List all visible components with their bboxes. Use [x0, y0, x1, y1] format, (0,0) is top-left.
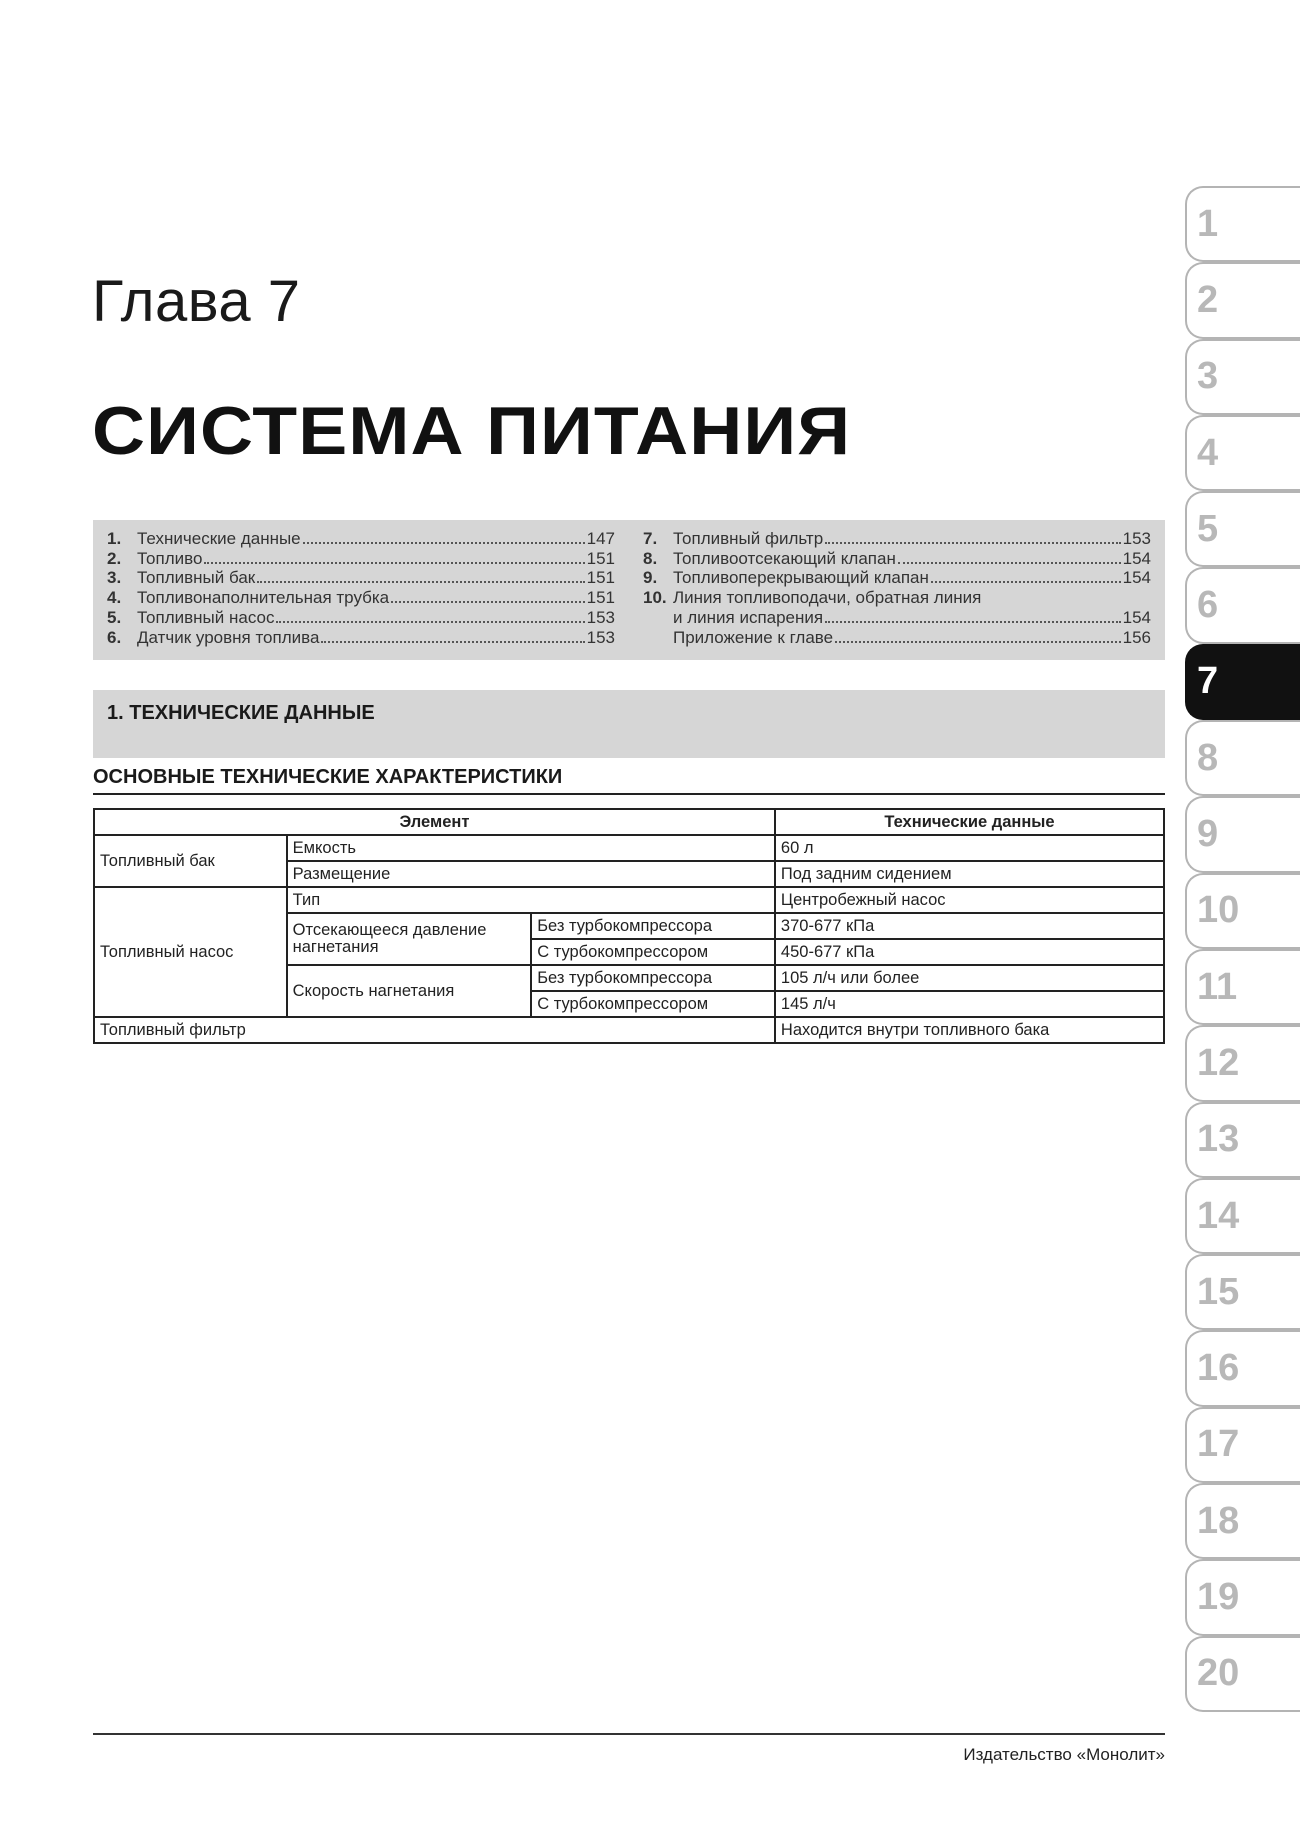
toc-item-text: Топливный фильтр: [673, 529, 824, 548]
chapter-tab-12[interactable]: 12: [1185, 1025, 1300, 1101]
table-row: [94, 1017, 1164, 1043]
toc-item-text: Топливоотсекающий клапан: [673, 548, 896, 568]
table-cell: Тип: [287, 887, 775, 913]
toc-item-number: 10.: [643, 588, 667, 608]
toc-item[interactable]: [107, 608, 615, 628]
table-cell: С турбокомпрессором: [531, 939, 775, 965]
toc-leader-dots: [391, 601, 584, 603]
toc-item-text: Топливный насос: [137, 607, 275, 627]
toc-leader-dots: [257, 581, 584, 583]
toc-item[interactable]: [107, 529, 615, 549]
chapter-tab-6[interactable]: 6: [1185, 567, 1300, 643]
table-cell: Отсекающееся давление нагнетания: [287, 913, 532, 965]
toc-item-number: 1.: [107, 529, 122, 548]
table-cell: Без турбокомпрессора: [531, 913, 775, 939]
toc-leader-dots: [825, 621, 1121, 623]
toc-item-page: 154: [1122, 548, 1151, 568]
toc-item[interactable]: [643, 628, 1151, 648]
toc-item[interactable]: [643, 568, 1151, 588]
toc-item-page: 151: [586, 588, 615, 608]
toc-leader-dots: [898, 562, 1121, 564]
chapter-tab-5[interactable]: 5: [1185, 491, 1300, 567]
toc-item-page: 154: [1122, 568, 1151, 588]
chapter-tab-9[interactable]: 9: [1185, 796, 1300, 872]
toc-item-number: 8.: [643, 548, 658, 568]
publisher-name: Издательство «Монолит»: [963, 1745, 1165, 1764]
table-cell: 60 л: [775, 835, 1164, 861]
chapter-tab-7[interactable]: 7: [1185, 644, 1300, 720]
toc-item-number: 5.: [107, 607, 122, 627]
toc-item-text: Технические данные: [137, 529, 301, 548]
toc-item-text: Топливоперекрывающий клапан: [673, 568, 929, 588]
toc-item-text: Приложение к главе: [673, 627, 834, 647]
chapter-tab-1[interactable]: 1: [1185, 186, 1300, 262]
table-cell: Топливный фильтр: [94, 1017, 775, 1043]
chapter-tab-15[interactable]: 15: [1185, 1254, 1300, 1330]
toc-item-page: 147: [586, 529, 615, 548]
chapter-tab-19[interactable]: 19: [1185, 1559, 1300, 1635]
chapter-tab-3[interactable]: 3: [1185, 339, 1300, 415]
section-heading: 1. ТЕХНИЧЕСКИЕ ДАННЫЕ: [93, 690, 1165, 758]
chapter-tab-18[interactable]: 18: [1185, 1483, 1300, 1559]
toc-leader-dots: [204, 562, 584, 564]
toc-leader-dots: [825, 542, 1120, 544]
toc-item-page: 153: [586, 607, 615, 627]
toc-item-page: 153: [1122, 529, 1151, 548]
chapter-label: Глава 7: [92, 269, 301, 334]
toc-item-text: Топливо: [137, 548, 203, 568]
chapter-tab-20[interactable]: 20: [1185, 1636, 1300, 1712]
toc-leader-dots: [276, 621, 584, 623]
toc-item-number: 7.: [643, 529, 658, 548]
table-of-contents: [93, 520, 1165, 660]
toc-item[interactable]: [107, 588, 615, 608]
table-header-row: [94, 809, 1164, 835]
chapter-tab-4[interactable]: 4: [1185, 415, 1300, 491]
toc-item-page: 153: [586, 627, 615, 647]
toc-item-page: 154: [1122, 607, 1151, 627]
toc-item[interactable]: [643, 529, 1151, 549]
chapter-title: СИСТЕМА ПИТАНИЯ: [92, 393, 852, 469]
table-cell: Скорость нагнетания: [287, 965, 532, 1017]
table-cell: Топливный бак: [94, 835, 287, 887]
table-cell: С турбокомпрессором: [531, 991, 775, 1017]
table-row: [94, 835, 1164, 861]
chapter-tab-8[interactable]: 8: [1185, 720, 1300, 796]
toc-item[interactable]: [643, 549, 1151, 569]
toc-item-page: 156: [1122, 627, 1151, 647]
toc-item[interactable]: [643, 588, 1151, 608]
table-row: [94, 887, 1164, 913]
chapter-tab-2[interactable]: 2: [1185, 262, 1300, 338]
toc-item-number: 6.: [107, 627, 122, 647]
toc-item-continuation[interactable]: [643, 608, 1151, 628]
table-cell: 450-677 кПа: [775, 939, 1164, 965]
toc-item-text: Датчик уровня топлива: [137, 627, 320, 647]
toc-item-page: 151: [586, 568, 615, 588]
toc-leader-dots: [835, 641, 1121, 643]
table-cell: Находится внутри топливного бака: [775, 1017, 1164, 1043]
table-cell: 105 л/ч или более: [775, 965, 1164, 991]
toc-leader-dots: [321, 641, 584, 643]
table-cell: Без турбокомпрессора: [531, 965, 775, 991]
table-header-cell: Технические данные: [775, 809, 1164, 835]
toc-item[interactable]: [107, 549, 615, 569]
toc-item-text: Топливный бак: [137, 568, 256, 588]
table-cell: Топливный насос: [94, 887, 287, 1017]
toc-item[interactable]: [107, 568, 615, 588]
toc-item-text: и линия испарения: [673, 607, 824, 627]
toc-item-number: 4.: [107, 588, 122, 608]
toc-item-number: 9.: [643, 568, 658, 588]
subsection-heading: ОСНОВНЫЕ ТЕХНИЧЕСКИЕ ХАРАКТЕРИСТИКИ: [93, 766, 1165, 795]
toc-item-page: 151: [586, 548, 615, 568]
toc-leader-dots: [303, 542, 585, 544]
toc-item-text: Линия топливоподачи, обратная линия: [673, 588, 982, 608]
chapter-tab-10[interactable]: 10: [1185, 873, 1300, 949]
toc-item-number: 2.: [107, 548, 122, 568]
toc-item-text: Топливонаполнительная трубка: [137, 588, 390, 608]
footer-divider: [93, 1733, 1165, 1735]
table-cell: Под задним сидением: [775, 861, 1164, 887]
chapter-tab-17[interactable]: 17: [1185, 1407, 1300, 1483]
specifications-table: [93, 808, 1165, 1044]
table-cell: 370-677 кПа: [775, 913, 1164, 939]
table-cell: Размещение: [287, 861, 775, 887]
table-cell: Центробежный насос: [775, 887, 1164, 913]
table-cell: Емкость: [287, 835, 775, 861]
chapter-tab-16[interactable]: 16: [1185, 1330, 1300, 1406]
table-header-cell: Элемент: [94, 809, 775, 835]
toc-item[interactable]: [107, 628, 615, 648]
toc-column-left: [107, 529, 615, 660]
chapter-tab-14[interactable]: 14: [1185, 1178, 1300, 1254]
chapter-tabs: [1185, 186, 1300, 1712]
toc-column-right: [643, 529, 1151, 660]
table-cell: 145 л/ч: [775, 991, 1164, 1017]
toc-item-number: 3.: [107, 568, 122, 588]
chapter-tab-11[interactable]: 11: [1185, 949, 1300, 1025]
toc-leader-dots: [931, 581, 1121, 583]
chapter-tab-13[interactable]: 13: [1185, 1102, 1300, 1178]
